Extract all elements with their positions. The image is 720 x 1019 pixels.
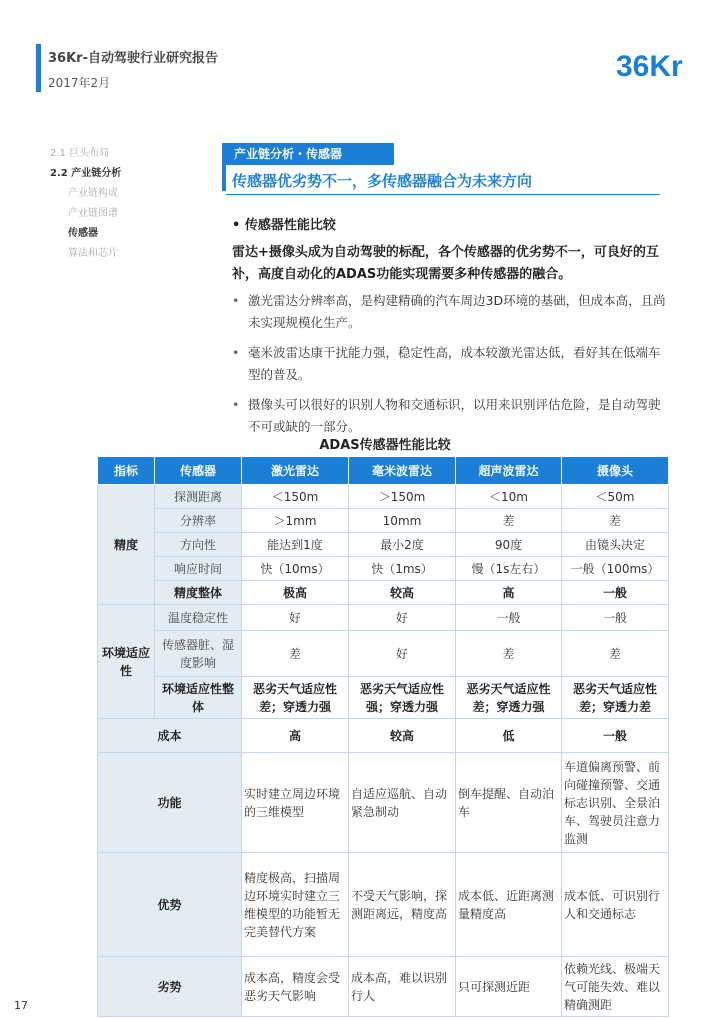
row-label: 响应时间 (155, 557, 242, 581)
row-label: 功能 (98, 753, 242, 853)
table-cell: ＜150m (242, 485, 349, 509)
table-cell: 恶劣天气适应性差；穿透力差 (562, 677, 669, 719)
row-label: 分辨率 (155, 509, 242, 533)
table-cell: 较高 (349, 581, 456, 605)
column-header: 传感器 (155, 457, 242, 485)
row-label: 精度整体 (155, 581, 242, 605)
row-label: 温度稳定性 (155, 605, 242, 631)
column-header: 毫米波雷达 (349, 457, 456, 485)
table-row (98, 533, 669, 557)
toc-item[interactable]: 产业链构成 (68, 188, 118, 199)
table-cell: 好 (349, 631, 456, 677)
table-cell: 差 (242, 631, 349, 677)
table-cell: 倒车提醒、自动泊车 (456, 753, 562, 853)
table-row (98, 485, 669, 509)
table-row (98, 631, 669, 677)
table-row (98, 853, 669, 957)
table-cell: 成本低、近距离测量精度高 (456, 853, 562, 957)
table-cell: 一般 (456, 605, 562, 631)
row-label: 成本 (98, 719, 242, 753)
table-cell: ＞1mm (242, 509, 349, 533)
table-cell: 差 (562, 631, 669, 677)
table-cell: 差 (456, 509, 562, 533)
table-cell: 低 (456, 719, 562, 753)
table-of-contents (50, 144, 121, 264)
table-cell: 车道偏离预警、前向碰撞预警、交通标志识别、全景泊车、驾驶员注意力监测 (562, 753, 669, 853)
lead-paragraph: 雷达+摄像头成为自动驾驶的标配，各个传感器的优劣势不一，可良好的互补，高度自动化的ADAS功能实现需要多种传感器的融合。 (232, 245, 659, 282)
row-label: 方向性 (155, 533, 242, 557)
table-row (98, 677, 669, 719)
toc-item[interactable]: 算法和芯片 (68, 248, 118, 259)
table-row (98, 753, 669, 853)
table-cell: 一般 (562, 581, 669, 605)
section-tag: 产业链分析・传感器 (226, 143, 394, 165)
table-cell: 极高 (242, 581, 349, 605)
table-cell: 自适应巡航、自动紧急制动 (349, 753, 456, 853)
table-cell: 高 (242, 719, 349, 753)
column-header: 激光雷达 (242, 457, 349, 485)
row-label: 传感器脏、湿度影响 (155, 631, 242, 677)
bullet-list (232, 290, 672, 446)
table-row (98, 509, 669, 533)
table-row (98, 605, 669, 631)
table-cell: 实时建立周边环境的三维模型 (242, 753, 349, 853)
table-cell: 不受天气影响，探测距离远，精度高 (349, 853, 456, 957)
table-cell: 恶劣天气适应性差；穿透力强 (242, 677, 349, 719)
toc-item[interactable]: 2.1 巨头布局 (50, 148, 110, 159)
table-cell: 差 (456, 631, 562, 677)
table-cell: 精度极高，扫描周边环境实时建立三维模型的功能暂无完美替代方案 (242, 853, 349, 957)
table-cell: 成本高，难以识别行人 (349, 957, 456, 1017)
toc-item[interactable]: 2.2 产业链分析 (50, 168, 122, 179)
table-cell: 能达到1度 (242, 533, 349, 557)
list-item: • 毫米波雷达康干扰能力强，稳定性高，成本较激光雷达低，看好其在低端车型的普及。 (232, 342, 672, 386)
table-cell: 好 (349, 605, 456, 631)
table-cell: 一般（100ms） (562, 557, 669, 581)
table-cell: 较高 (349, 719, 456, 753)
table-row (98, 557, 669, 581)
bullet-heading: • 传感器性能比较 (232, 218, 336, 233)
row-label: 优势 (98, 853, 242, 957)
row-label: 劣势 (98, 957, 242, 1017)
group-label: 精度 (98, 485, 155, 605)
group-label: 环境适应性 (98, 605, 155, 719)
row-label: 环境适应性整体 (155, 677, 242, 719)
row-label: 探测距离 (155, 485, 242, 509)
toc-item[interactable]: 传感器 (68, 228, 98, 239)
table-cell: 恶劣天气适应性强；穿透力强 (349, 677, 456, 719)
table-cell: 一般 (562, 605, 669, 631)
table-cell: ＜10m (456, 485, 562, 509)
sensor-comparison-table (97, 456, 669, 1017)
section-divider (226, 194, 660, 195)
table-header-row (98, 457, 669, 485)
logo-text: 36Kr (616, 50, 683, 83)
report-title: 36Kr-自动驾驶行业研究报告 (48, 51, 218, 66)
toc-item[interactable]: 产业链图谱 (68, 208, 118, 219)
table-cell: 一般 (562, 719, 669, 753)
table-cell: 高 (456, 581, 562, 605)
table-cell: 好 (242, 605, 349, 631)
table-cell: 慢（1s左右） (456, 557, 562, 581)
table-cell: 10mm (349, 509, 456, 533)
table-cell: 快（1ms） (349, 557, 456, 581)
column-header: 超声波雷达 (456, 457, 562, 485)
table-cell: 依赖光线、极端天气可能失效、难以精确测距 (562, 957, 669, 1017)
table-cell: 差 (562, 509, 669, 533)
36kr-logo (616, 44, 692, 84)
list-item: • 摄像头可以很好的识别人物和交通标识，以用来识别评估危险，是自动驾驶不可或缺的一部分。 (232, 394, 672, 438)
table-cell: ＞150m (349, 485, 456, 509)
table-cell: 只可探测近距 (456, 957, 562, 1017)
table-cell: 由镜头决定 (562, 533, 669, 557)
table-row (98, 957, 669, 1017)
section-title: 传感器优劣势不一，多传感器融合为未来方向 (232, 172, 533, 190)
table-cell: 最小2度 (349, 533, 456, 557)
table-cell: 成本高，精度会受恶劣天气影响 (242, 957, 349, 1017)
report-date: 2017年2月 (48, 76, 111, 90)
table-cell: 恶劣天气适应性差；穿透力强 (456, 677, 562, 719)
table-cell: 成本低、可识别行人和交通标志 (562, 853, 669, 957)
table-cell: 快（10ms） (242, 557, 349, 581)
table-row (98, 581, 669, 605)
column-header: 指标 (98, 457, 155, 485)
table-cell: 90度 (456, 533, 562, 557)
table-title: ADAS传感器性能比较 (319, 438, 451, 453)
column-header: 摄像头 (562, 457, 669, 485)
header-accent-bar (36, 44, 41, 92)
table-cell: ＜50m (562, 485, 669, 509)
page-number: 17 (14, 999, 28, 1012)
table-row (98, 719, 669, 753)
list-item: • 激光雷达分辨率高，是构建精确的汽车周边3D环境的基础，但成本高，且尚未实现规模化生产。 (232, 290, 672, 334)
